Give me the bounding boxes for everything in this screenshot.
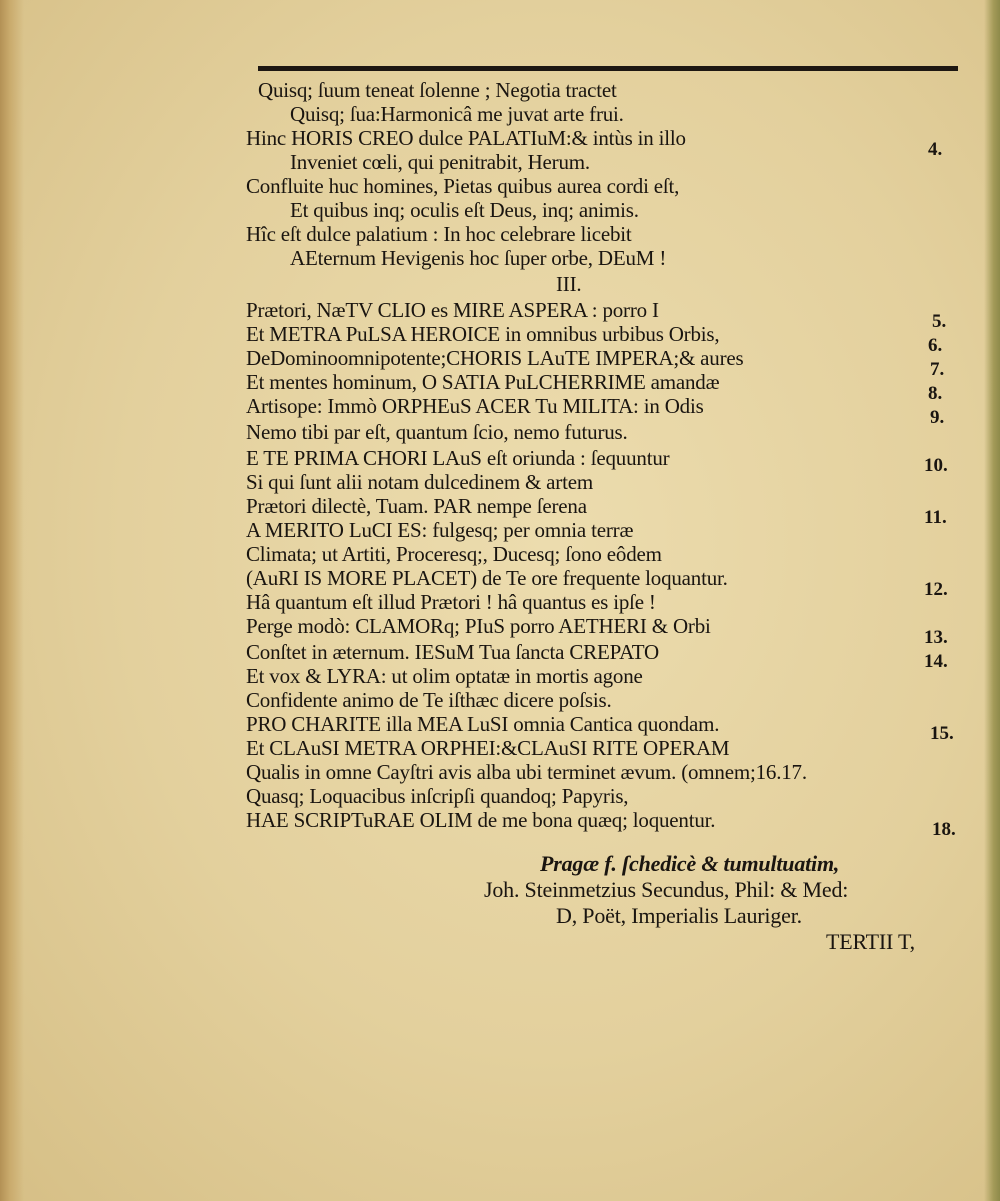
- verse-line: Et vox & LYRA: ut olim optatæ in mortis agone: [246, 664, 643, 688]
- verse-line: Si qui ſunt alii notam dulcedinem & artem: [246, 470, 593, 494]
- line-number: 9.: [930, 407, 945, 428]
- verse-line: AEternum Hevigenis hoc ſuper orbe, DEuM !: [290, 246, 667, 270]
- line-number: 13.: [924, 627, 948, 648]
- line-number: 18.: [932, 819, 956, 840]
- line-number: 6.: [928, 335, 943, 356]
- verse-line: HAE SCRIPTuRAE OLIM de me bona quæq; loquentur.: [246, 808, 716, 832]
- verse-line: A MERITO LuCI ES: fulgesq; per omnia terræ: [246, 518, 634, 542]
- verse-line: Hâ quantum eſt illud Prætori ! hâ quantus es ipſe !: [246, 590, 656, 614]
- verse-line: Prætori dilectè, Tuam. PAR nempe ſerena: [246, 494, 587, 518]
- verse-line: E TE PRIMA CHORI LAuS eſt oriunda : ſequuntur: [246, 446, 670, 470]
- line-number: 15.: [930, 723, 954, 744]
- verse-line: Climata; ut Artiti, Proceresq;, Ducesq; ſono eôdem: [246, 542, 662, 566]
- line-number: 8.: [928, 383, 943, 404]
- line-number: 5.: [932, 311, 947, 332]
- catchword: TERTII T,: [826, 929, 915, 954]
- verse-line: (AuRI IS MORE PLACET) de Te ore frequente loquantur.: [246, 566, 728, 590]
- verse-line: Inveniet cœli, qui penitrabit, Herum.: [290, 150, 590, 174]
- verse-line: DeDominoomnipotente;CHORIS LAuTE IMPERA;& aures: [246, 346, 744, 370]
- verse-line: Et CLAuSI METRA ORPHEI:&CLAuSI RITE OPERAM: [246, 736, 730, 760]
- line-number: 7.: [930, 359, 945, 380]
- signature-title: D, Poët, Imperialis Lauriger.: [556, 903, 802, 928]
- signature-name: Joh. Steinmetzius Secundus, Phil: & Med:: [484, 877, 849, 902]
- verse-line: Confidente animo de Te iſthæc dicere poſsis.: [246, 688, 612, 712]
- verse-line: Et METRA PuLSA HEROICE in omnibus urbibus Orbis,: [246, 322, 720, 346]
- verse-line: Qualis in omne Cayſtri avis alba ubi terminet ævum. (omnem;16.17.: [246, 760, 807, 784]
- line-number: 4.: [928, 139, 943, 160]
- verse-line: Nemo tibi par eſt, quantum ſcio, nemo futurus.: [246, 420, 628, 444]
- verse-line: PRO CHARITE illa MEA LuSI omnia Cantica quondam.: [246, 712, 720, 736]
- verse-line: Confluite huc homines, Pietas quibus aurea cordi eſt,: [246, 174, 680, 198]
- section-number: III.: [556, 272, 582, 296]
- line-number: 14.: [924, 651, 948, 672]
- verse-line: Hîc eſt dulce palatium : In hoc celebrare licebit: [246, 222, 632, 246]
- verse-line: Quisq; ſua:Harmonicâ me juvat arte frui.: [290, 102, 624, 126]
- verse-line: Perge modò: CLAMORq; PIuS porro AETHERI & Orbi: [246, 614, 711, 638]
- verse-line: Et mentes hominum, O SATIA PuLCHERRIME amandæ: [246, 370, 720, 394]
- signature-place-date: Pragæ f. ſchedicè & tumultuatim,: [540, 851, 840, 876]
- line-number: 11.: [924, 507, 947, 528]
- verse-line: Quisq; ſuum teneat ſolenne ; Negotia tractet: [258, 78, 617, 102]
- line-number: 10.: [924, 455, 948, 476]
- verse-line: Prætori, NæTV CLIO es MIRE ASPERA : porro I: [246, 298, 659, 322]
- verse-line: Et quibus inq; oculis eſt Deus, inq; animis.: [290, 198, 639, 222]
- verse-line: Quasq; Loquacibus inſcripſi quandoq; Papyris,: [246, 784, 629, 808]
- verse-line: Hinc HORIS CREO dulce PALATIuM:& intùs in illo: [246, 126, 686, 150]
- verse-line: Artisope: Immò ORPHEuS ACER Tu MILITA: in Odis: [246, 394, 704, 418]
- verse-line: Conſtet in æternum. IESuM Tua ſancta CREPATO: [246, 640, 659, 664]
- line-number: 12.: [924, 579, 948, 600]
